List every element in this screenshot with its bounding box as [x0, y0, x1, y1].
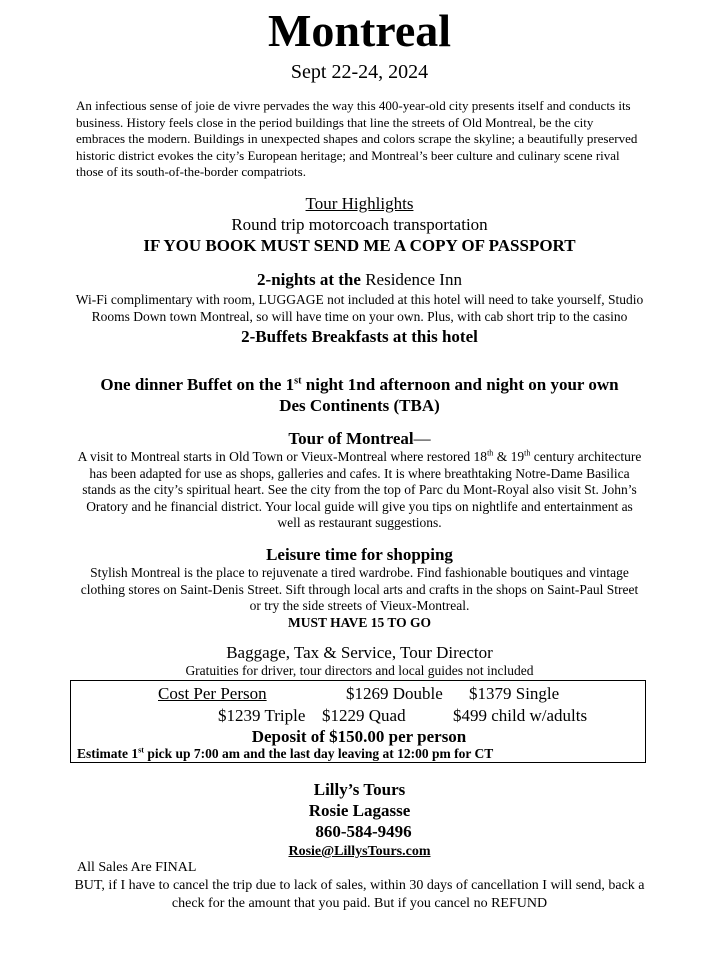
- cancellation-policy: BUT, if I have to cancel the trip due to lack of sales, within 30 days of cancellation I will send, back a check for the amount that you paid. But if you cancel no REFUND: [74, 878, 645, 911]
- dinner-line-1: One dinner Buffet on the 1st night 1nd afternoon and night on your own: [100, 375, 619, 394]
- page-title: Montreal: [267, 5, 452, 56]
- transport-line: Round trip motorcoach transportation: [231, 215, 488, 234]
- shopping-heading: Leisure time for shopping: [266, 545, 453, 564]
- included-line: Baggage, Tax & Service, Tour Director: [226, 643, 493, 662]
- company-name: Lilly’s Tours: [313, 780, 406, 799]
- sales-final: All Sales Are FINAL: [77, 860, 197, 875]
- highlights-section: [0, 193, 719, 256]
- dinner-section: [0, 374, 719, 416]
- contact-section: [0, 779, 719, 862]
- cost-box: [70, 680, 646, 763]
- price-quad: $1229 Quad: [322, 706, 406, 725]
- hotel-heading: [70, 269, 649, 290]
- price-double: $1269 Double: [346, 684, 443, 703]
- tour-section: [76, 428, 643, 532]
- intro-paragraph: An infectious sense of joie de vivre pervades the way this 400-year-old city presents itself and conducts its business. History feels close in the period buildings that line the streets of Old Montreal, be the city embraces the modern. Buildings in unexpected shapes and colors scrape the skyline; a beautifully preserved historic district evokes the city’s European heritage; and Montreal’s beer culture and culinary scene rival those of its south-of-the-border compatriots.: [76, 98, 638, 179]
- pickup-estimate: Estimate 1st pick up 7:00 am and the last day leaving at 12:00 pm for CT: [77, 745, 494, 761]
- highlights-heading: Tour Highlights: [305, 194, 414, 213]
- minimum-notice: MUST HAVE 15 TO GO: [287, 614, 432, 630]
- passport-notice: IF YOU BOOK MUST SEND ME A COPY OF PASSPORT: [143, 236, 576, 255]
- price-child: $499 child w/adults: [453, 706, 588, 725]
- contact-phone: 860-584-9496: [315, 822, 412, 841]
- hotel-details: Wi-Fi complimentary with room, LUGGAGE not included at this hotel will need to take yourself, Studio Rooms Down town Montreal, so will have time on your own. Plus, with cab short trip to the casino: [75, 292, 644, 324]
- hotel-heading-bold: 2-nights at the: [257, 270, 361, 289]
- gratuities-line: Gratuities for driver, tour directors and local guides not included: [185, 663, 534, 678]
- contact-email-link[interactable]: Rosie@LillysTours.com: [288, 844, 431, 859]
- hotel-section: [70, 269, 649, 347]
- price-single: $1379 Single: [469, 684, 560, 703]
- tour-description: A visit to Montreal starts in Old Town or Vieux-Montreal where restored 18th & 19th century architecture has been adapted for use as shops, galleries and cafes. It is where breathtaking Notre-Dame Basilica stands as the city’s spiritual heart. See the city from the top of Parc du Mont-Royal also visit St. John’s Oratory and he financial district. Your local guide will give you tips on nightlife and entertainment as well as restaurant suggestions.: [77, 448, 642, 530]
- contact-name: Rosie Lagasse: [308, 801, 411, 820]
- deposit-line: Deposit of $150.00 per person: [251, 727, 467, 746]
- dinner-line-2: Des Continents (TBA): [279, 396, 440, 415]
- hotel-name: Residence Inn: [360, 270, 462, 289]
- breakfast-line: 2-Buffets Breakfasts at this hotel: [241, 327, 478, 346]
- included-section: [0, 642, 719, 680]
- cost-label: Cost Per Person: [158, 684, 267, 703]
- price-triple: $1239 Triple: [218, 706, 306, 725]
- shopping-section: [76, 544, 643, 631]
- shopping-text: Stylish Montreal is the place to rejuvenate a tired wardrobe. Find fashionable boutiques and vintage clothing stores on Saint-Denis Street. Sift through local arts and crafts in the shops on Saint-Paul Street or try the side streets of Vieux-Montreal.: [80, 565, 639, 613]
- tour-dates: Sept 22-24, 2024: [290, 61, 429, 83]
- tour-heading: Tour of Montreal—: [288, 429, 431, 448]
